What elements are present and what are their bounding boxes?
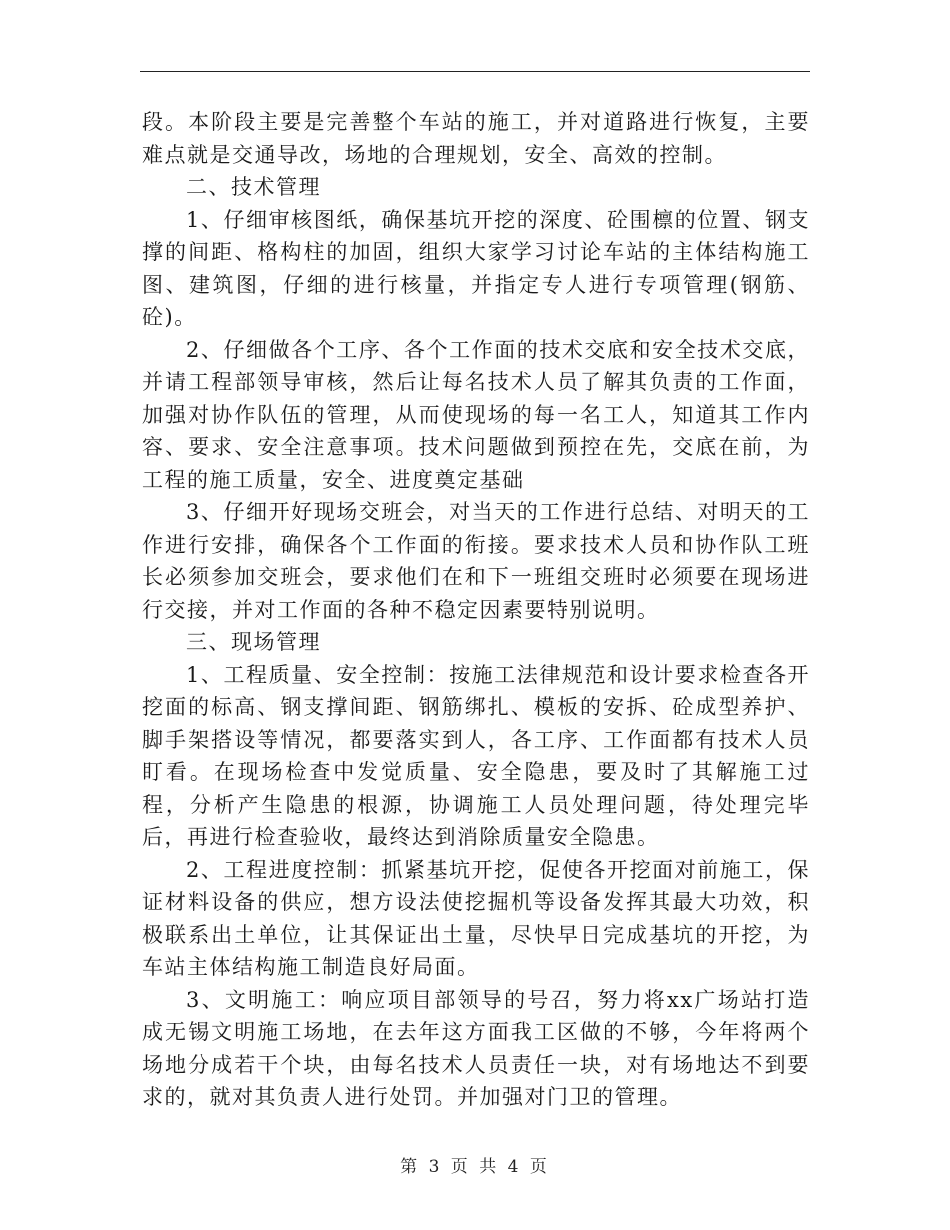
section-heading-technical-management: 二、技术管理 <box>186 175 321 199</box>
paragraph-technical-3: 3、仔细开好现场交班会，对当天的工作进行总结、对明天的工作进行安排，确保各个工作面的衔接。要求技术人员和协作队工班长必须参加交班会，要求他们在和下一班组交班时必须要在现场进行交接，并对工作面的各种不稳定因素要特别说明。 <box>142 500 810 622</box>
paragraph-technical-2: 2、仔细做各个工序、各个工作面的技术交底和安全技术交底，并请工程部领导审核，然后让每名技术人员了解其负责的工作面，加强对协作队伍的管理，从而使现场的每一名工人，知道其工作内容、要求、安全注意事项。技术问题做到预控在先，交底在前，为工程的施工质量，安全、进度奠定基础 <box>142 337 810 492</box>
page-number-footer: 第 3 页 共 4 页 <box>400 1157 550 1177</box>
paragraph-site-3: 3、文明施工：响应项目部领导的号召，努力将xx广场站打造成无锡文明施工场地，在去年这方面我工区做的不够，今年将两个场地分成若干个块，由每名技术人员责任一块，对有场地达不到要求的，就对其负责人进行处罚。并加强对门卫的管理。 <box>142 987 810 1109</box>
section-heading-site-management: 三、现场管理 <box>186 630 321 654</box>
paragraph-continuation: 段。本阶段主要是完善整个车站的施工，并对道路进行恢复，主要难点就是交通导改，场地的合理规划，安全、高效的控制。 <box>142 110 810 167</box>
document-body <box>142 106 810 1114</box>
paragraph-technical-1: 1、仔细审核图纸，确保基坑开挖的深度、砼围檩的位置、钢支撑的间距、格构柱的加固，组织大家学习讨论车站的主体结构施工图、建筑图，仔细的进行核量，并指定专人进行专项管理(钢筋、砼)。 <box>142 207 810 329</box>
paragraph-site-1: 1、工程质量、安全控制：按施工法律规范和设计要求检查各开挖面的标高、钢支撑间距、钢筋绑扎、模板的安拆、砼成型养护、脚手架搭设等情况，都要落实到人，各工序、工作面都有技术人员盯看。在现场检查中发觉质量、安全隐患，要及时了其解施工过程，分析产生隐患的根源，协调施工人员处理问题，待处理完毕后，再进行检查验收，最终达到消除质量安全隐患。 <box>142 662 810 849</box>
paragraph-site-2: 2、工程进度控制：抓紧基坑开挖，促使各开挖面对前施工，保证材料设备的供应，想方设法使挖掘机等设备发挥其最大功效，积极联系出土单位，让其保证出土量，尽快早日完成基坑的开挖，为车站主体结构施工制造良好局面。 <box>142 857 810 979</box>
header-rule <box>140 71 810 72</box>
